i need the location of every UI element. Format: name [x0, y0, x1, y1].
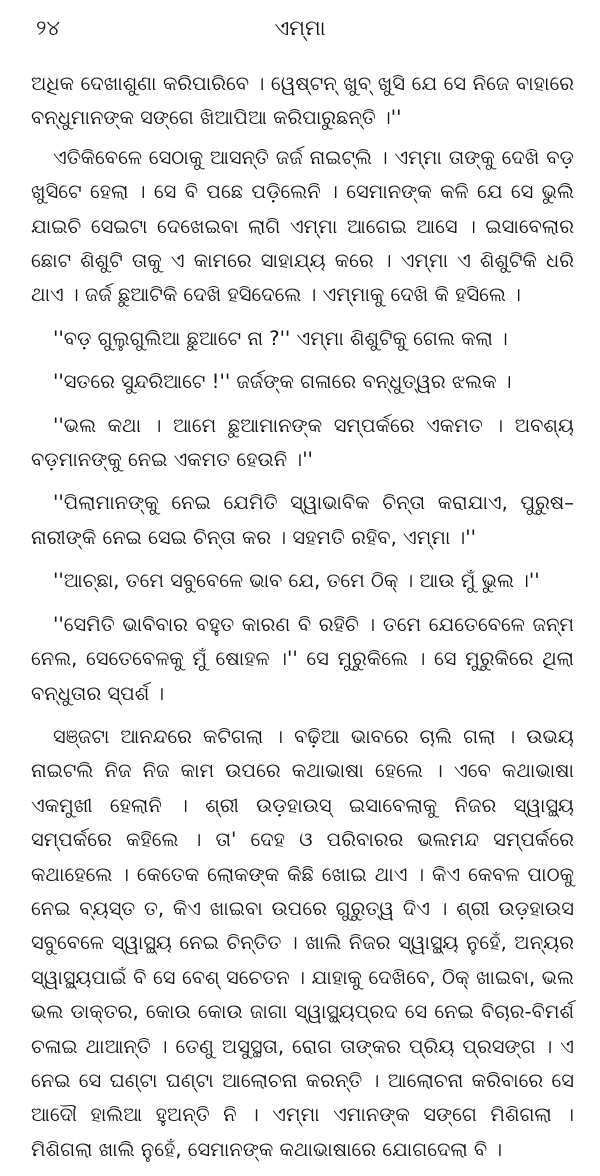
- page-body: [31, 67, 574, 1176]
- dialogue-paragraph: ''ଭଲ କଥା । ଆମେ ଛୁଆମାନଙ୍କ ସମ୍ପର୍କରେ ଏକମତ । ଅବଶ୍ୟ ବଡ଼ମାନଙ୍କୁ ନେଇ ଏକମତ ହେଉନି ।'': [31, 413, 574, 472]
- paragraph-continued: ଅଧିକ ଦେଖାଶୁଣା କରିପାରିବେ । ୱେଷ୍ଟନ୍ ଖୁବ୍ ଖୁସି ଯେ ସେ ନିଜେ ବାହାରେ ବନ୍ଧୁମାନଙ୍କ ସଙ୍ଗେ ଖିଆପିଆ କରିପାରୁଛନ୍ତି ।'': [31, 72, 574, 130]
- page-number: ୨୪: [36, 16, 60, 40]
- dialogue-paragraph: ''ବଡ଼ ଗୁଲୁଗୁଲିଆ ଛୁଆଟେ ନା ?'' ଏମ୍ମା ଶିଶୁଟିକୁ ଗେଲ କଲା ।: [53, 326, 508, 350]
- paragraph: ଏତିକିବେଳେ ସେଠାକୁ ଆସନ୍ତି ଜର୍ଜ ନାଇଟ୍‌ଲି । ଏମ୍ମା ତାଙ୍କୁ ଦେଖି ବଡ଼ ଖୁସିଟେ ହେଲା । ସେ ବି ପଛେ ପଡ଼ିଲେନି । ସେମାନଙ୍କ କଳି ଯେ ସେ ଭୁଲି ଯାଇଚି ସେଇଟା ଦେଖେଇବା ଲାଗି ଏମ୍ମା ଆଗେଇ ଆସେ । ଇସାବେଲାର ଛୋଟ ଶିଶୁଟି ତାକୁ ଏ କାମରେ ସାହାଯ୍ୟ କରେ । ଏମ୍ମା ଏ ଶିଶୁଟିକି ଧରି ଥାଏ । ଜର୍ଜ ଛୁଆଟିକି ଦେଖି ହସିଦେଲେ । ଏମ୍ମାକୁ ଦେଖି କି ହସିଲେ ।: [31, 145, 574, 307]
- dialogue-paragraph: ''ଆଚ୍ଛା, ତମେ ସବୁବେଳେ ଭାବ ଯେ, ତମେ ଠିକ୍ । ଆଉ ମୁଁ ଭୁଲ ।'': [53, 569, 540, 593]
- running-title: ଏମ୍ମା: [274, 16, 326, 40]
- dialogue-paragraph: ''ସତରେ ସୁନ୍ଦରିଆଟେ !'' ଜର୍ଜଙ୍କ ଗଳାରେ ବନ୍ଧୁତ୍ୱର ଝଲକ ।: [53, 370, 512, 394]
- dialogue-paragraph: ''ସେମିତି ଭାବିବାର ବହୁତ କାରଣ ବି ରହିଚି । ତମେ ଯେତେବେଳେ ଜନ୍ମ ନେଲ, ସେତେବେଳକୁ ମୁଁ ଷୋହଳ ।'' ସେ ମୁରୁକିଲେ । ସେ ମୁରୁକିରେ ଥିଲା ବନ୍ଧୁତାର ସ୍ପର୍ଶ ।: [31, 612, 574, 705]
- page-header: [0, 14, 600, 44]
- dialogue-paragraph: ''ପିଲାମାନଙ୍କୁ ନେଇ ଯେମିତି ସ୍ୱାଭାବିକ ଚିନ୍ତା କରାଯାଏ, ପୁରୁଷ–ନାରୀଙ୍କି ନେଇ ସେଇ ଚିନ୍ତା କର । ସହମତି ରହିବ, ଏମ୍ମା ।'': [31, 491, 574, 549]
- paragraph: ସଞ୍ଜଟା ଆନନ୍ଦରେ କଟିଗଲା । ବଢ଼ିଆ ଭାବରେ ଚାଲି ଗଲା । ଉଭୟ ନାଇଟଲି ନିଜ ନିଜ କାମ ଉପରେ କଥାଭାଷା ହେଲେ । ଏବେ କଥାଭାଷା ଏକମୁଖୀ ହେଲାନି । ଶ୍ରୀ ଉଡ଼ହାଉସ୍ ଇସାବେଲାକୁ ନିଜର ସ୍ୱାସ୍ଥ୍ୟ ସମ୍ପର୍କରେ କହିଲେ । ତା' ଦେହ ଓ ପରିବାରର ଭଲମନ୍ଦ ସମ୍ପର୍କରେ କଥାହେଲେ । କେତେକ ଲୋକଙ୍କ କିଛି ଖୋଇ ଥାଏ । କିଏ କେବଳ ପାଠକୁ ନେଇ ବ୍ୟସ୍ତ ତ, କିଏ ଖାଇବା ଉପରେ ଗୁରୁତ୍ୱ ଦିଏ । ଶ୍ରୀ ଉଡ଼ହାଉସ ସବୁବେଳେ ସ୍ୱାସ୍ଥ୍ୟ ନେଇ ଚିନ୍ତିତ । ଖାଲି ନିଜର ସ୍ୱାସ୍ଥ୍ୟ ନୁହେଁ, ଅନ୍ୟର ସ୍ୱାସ୍ଥ୍ୟପାଇଁ ବି ସେ ବେଶ୍ ସଚେତନ । ଯାହାକୁ ଦେଖିବେ, ଠିକ୍ ଖାଇବା, ଭଲ ଭଲ ଡାକ୍ତର, କୋଉ କୋଉ ଜାଗା ସ୍ୱାସ୍ଥ୍ୟପ୍ରଦ ସେ ନେଇ ବିଚାର-ବିମର୍ଶ ଚଳାଇ ଥାଆନ୍ତି । ତେଣୁ ଅସୁସ୍ଥତା, ରୋଗ ତାଙ୍କର ପ୍ରିୟ ପ୍ରସଙ୍ଗ । ଏ ନେଇ ସେ ଘଣ୍ଟା ଘଣ୍ଟା ଆଲୋଚନା କରନ୍ତି । ଆଲୋଚନା କରିବାରେ ସେ ଆଦୌ ହାଲିଆ ହୁଅନ୍ତି ନି । ଏମ୍ମା ଏମାନଙ୍କ ସଙ୍ଗେ ମିଶିଗଲା । ମିଶିଗଲା ଖାଲି ନୁହେଁ, ସେମାନଙ୍କ କଥାଭାଷାରେ ଯୋଗଦେଲା ବି ।: [31, 724, 574, 1161]
